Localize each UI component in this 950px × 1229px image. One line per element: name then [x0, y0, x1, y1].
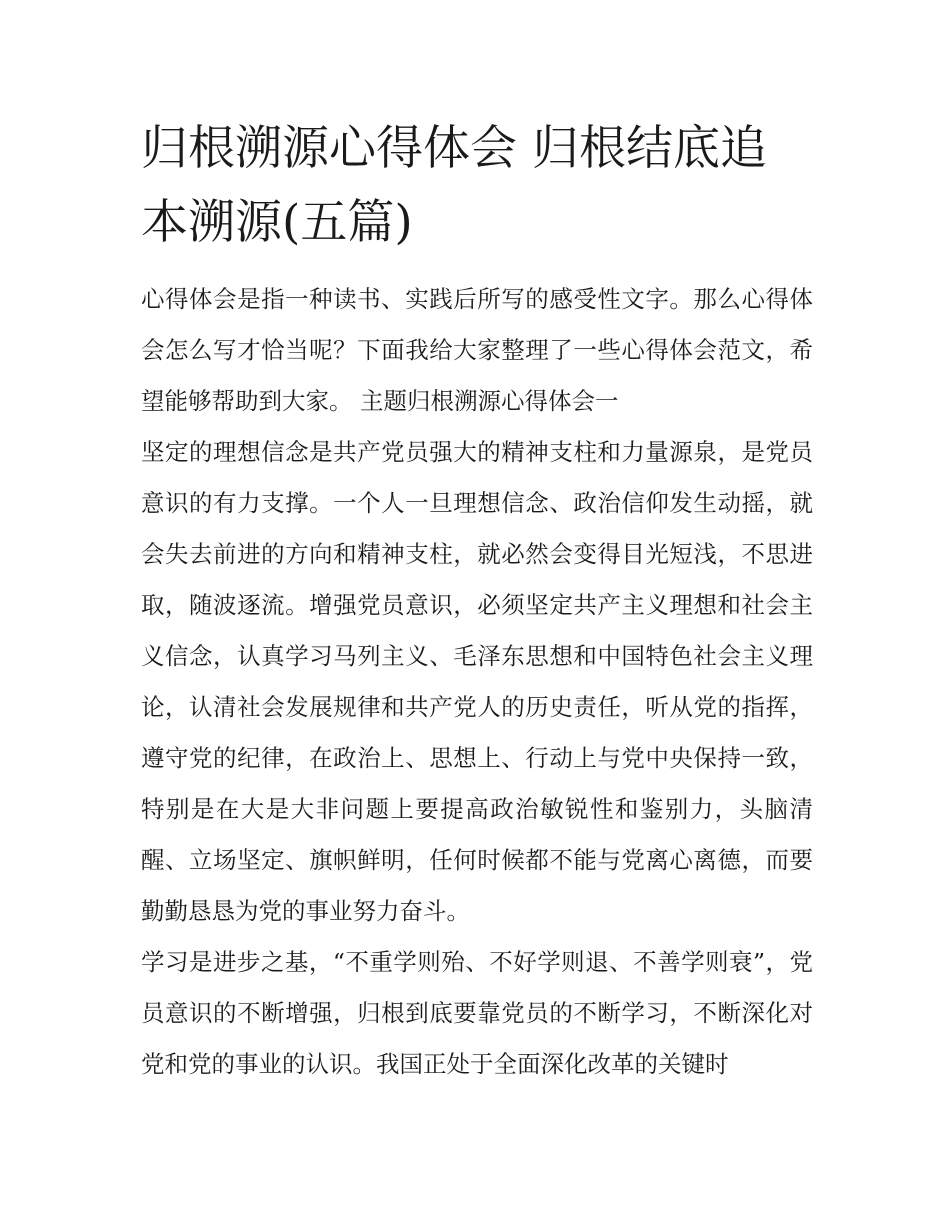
paragraph-ideals: 坚定的理想信念是共产党员强大的精神支柱和力量源泉，是党员意识的有力支撑。一个人一旦理想信念、政治信仰发生动摇，就会失去前进的方向和精神支柱，就必然会变得目光短浅，不思进取，随波逐流。增强党员意识，必须坚定共产主义理想和社会主义信念，认真学习马列主义、毛泽东思想和中国特色社会主义理论，认清社会发展规律和共产党人的历史责任，听从党的指挥，遵守党的纪律，在政治上、思想上、行动上与党中央保持一致，特别是在大是大非问题上要提高政治敏锐性和鉴别力，头脑清醒、立场坚定、旗帜鲜明，任何时候都不能与党离心离德，而要勤勤恳恳为党的事业努力奋斗。 — [141, 438, 813, 925]
document-body — [141, 112, 813, 1090]
paragraph-intro: 心得体会是指一种读书、实践后所写的感受性文字。那么心得体会怎么写才恰当呢？下面我给大家整理了一些心得体会范文，希望能够帮助到大家。 主题归根溯源心得体会一 — [141, 285, 813, 415]
paragraph-learning: 学习是进步之基，“不重学则殆、不好学则退、不善学则衰”，党员意识的不断增强，归根到底要靠党员的不断学习，不断深化对党和党的事业的认识。我国正处于全面深化改革的关键时 — [141, 948, 813, 1078]
document-title: 归根溯源心得体会 归根结底追本溯源(五篇) — [141, 121, 767, 250]
